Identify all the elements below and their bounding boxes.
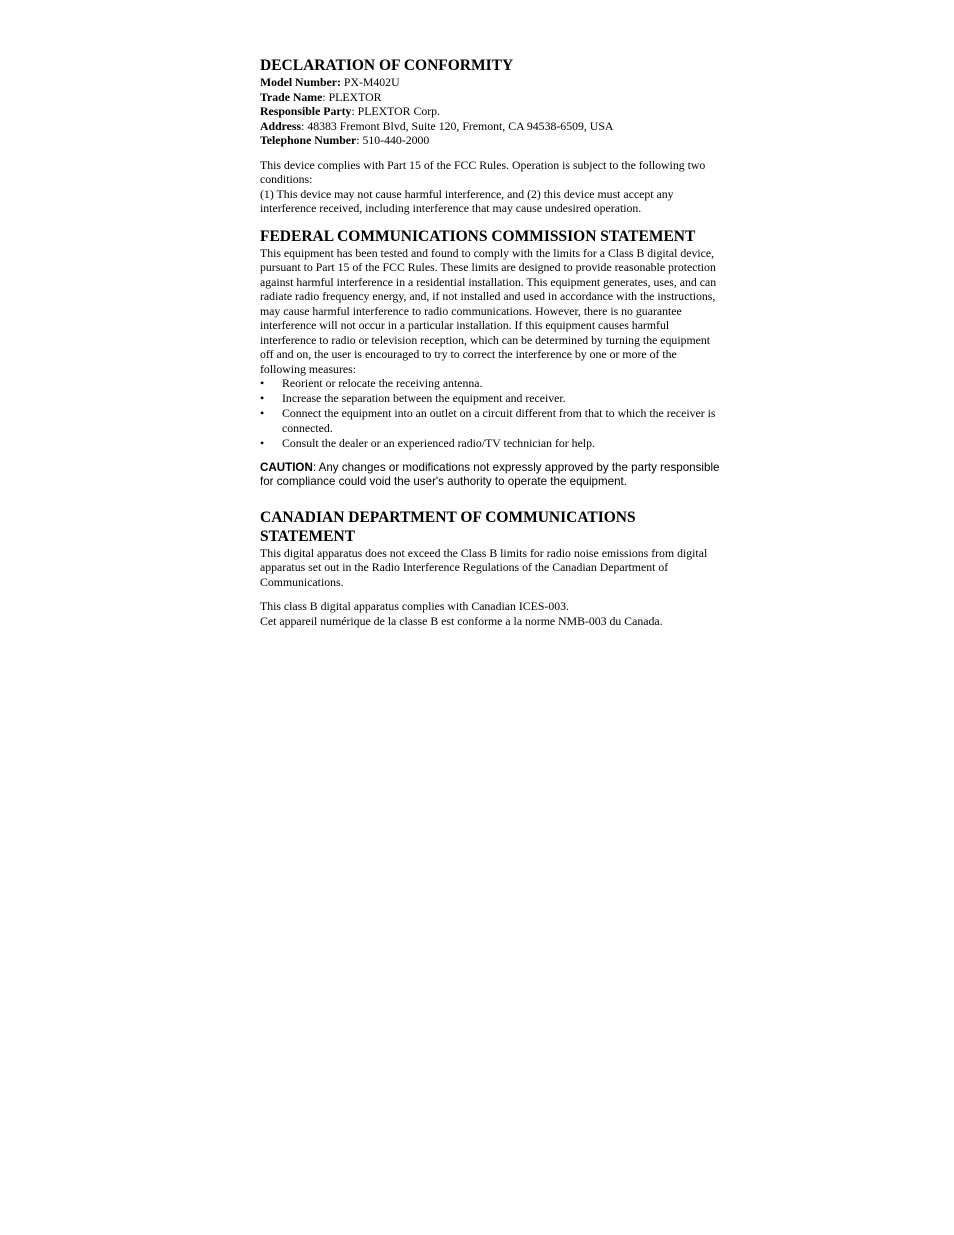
- bullet-icon: •: [260, 435, 265, 450]
- field-label: Model Number:: [260, 75, 341, 89]
- bullet-icon: •: [260, 376, 265, 390]
- list-item: [260, 391, 720, 406]
- field-value: PX-M402U: [340, 75, 400, 89]
- fcc-conditions-paragraph: (1) This device may not cause harmful interference, and (2) this device must accept any interference received, including interference that may cause undesired operation.: [260, 186, 674, 215]
- field-telephone-number: [260, 133, 720, 148]
- fcc-statement-body: This equipment has been tested and found to comply with the limits for a Class B digital device, pursuant to Part 15 of the FCC Rules. These limits are designed to provide reasonable protection against harmful interference in a residential installation. This equipment generates, uses, and can radiate radio frequency energy, and, if not installed and used in accordance with the instructions, may cause harmful interference to radio communications. However, there is no guarantee interference will not occur in a particular installation. If this equipment causes harmful interference to radio or television reception, which can be determined by turning the equipment off and on, the user is encouraged to try to correct the interference by one or more of the following measures:: [260, 245, 717, 376]
- field-model-number: [260, 75, 720, 90]
- measures-list: [260, 376, 720, 450]
- field-label: Trade Name: [260, 89, 323, 104]
- declaration-heading: DECLARATION OF CONFORMITY: [260, 57, 514, 74]
- fcc-statement-heading: FEDERAL COMMUNICATIONS COMMISSION STATEMENT: [260, 227, 696, 245]
- nmb-compliance-line: Cet appareil numérique de la classe B est conforme a la norme NMB-003 du Canada.: [260, 613, 663, 628]
- caution-label: CAUTION: [260, 460, 313, 474]
- field-responsible-party: [260, 104, 720, 119]
- declaration-fields: [260, 75, 720, 148]
- list-item-text: Increase the separation between the equipment and receiver.: [282, 391, 566, 405]
- field-value: : PLEXTOR: [322, 89, 382, 104]
- list-item-text: Consult the dealer or an experienced radio/TV technician for help.: [282, 435, 595, 450]
- list-item: [260, 406, 720, 435]
- caution-text: : Any changes or modifications not expressly approved by the party responsible for compliance could void the user's authority to operate the equipment.: [260, 460, 720, 489]
- field-trade-name: [260, 90, 720, 105]
- caution-paragraph: [260, 461, 720, 490]
- fcc-compliance-paragraph: This device complies with Part 15 of the FCC Rules. Operation is subject to the following two conditions:: [260, 157, 706, 186]
- list-item-text: Reorient or relocate the receiving antenna.: [282, 376, 483, 390]
- field-label: Address: [260, 118, 302, 133]
- canadian-statement-body: This digital apparatus does not exceed the Class B limits for radio noise emissions from digital apparatus set out in the Radio Interference Regulations of the Canadian Department of Communications.: [260, 545, 708, 589]
- field-label: Responsible Party: [260, 104, 352, 118]
- list-item: [260, 376, 720, 391]
- ices-compliance-line: This class B digital apparatus complies with Canadian ICES-003.: [260, 599, 569, 614]
- list-item-text: Connect the equipment into an outlet on a circuit different from that to which the receiver is connected.: [282, 406, 716, 435]
- field-label: Telephone Number: [260, 133, 357, 147]
- canadian-statement-heading: CANADIAN DEPARTMENT OF COMMUNICATIONS STATEMENT: [260, 508, 636, 545]
- bullet-icon: •: [260, 406, 265, 420]
- field-address: [260, 119, 720, 134]
- field-value: : PLEXTOR Corp.: [351, 104, 441, 118]
- list-item: [260, 436, 720, 451]
- bullet-icon: •: [260, 391, 265, 405]
- field-value: : 510-440-2000: [356, 133, 430, 147]
- document-page: [260, 56, 720, 628]
- field-value: : 48383 Fremont Blvd, Suite 120, Fremont, CA 94538-6509, USA: [301, 118, 614, 133]
